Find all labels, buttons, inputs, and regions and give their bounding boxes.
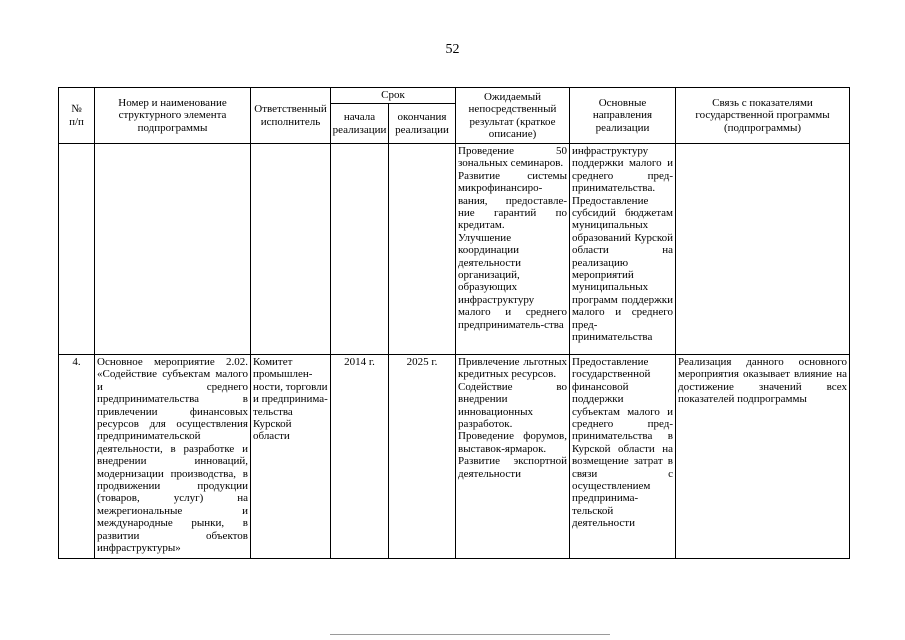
- header-end: окончания реализации: [389, 104, 456, 144]
- header-num: № п/п: [59, 88, 95, 144]
- cell-link: Реализация данного основного мероприятия оказывает влияние на достижение значений всех показателей подпрограммы: [676, 355, 850, 559]
- table-row: [59, 144, 850, 355]
- cell-directions: Предоставление государственной финансовой поддержки субъектам малого и среднего пред-принимательства в Курской области на возмещение затрат в связи с осуществлением предпринима-тельской деятельности: [570, 355, 676, 559]
- cell-end: 2025 г.: [389, 355, 456, 559]
- header-executor: Ответственный исполнитель: [251, 88, 331, 144]
- header-link: Связь с показателями государственной программы (подпрограммы): [676, 88, 850, 144]
- header-term: Срок: [331, 88, 456, 104]
- cell-name: [95, 144, 251, 355]
- table-row: [59, 355, 850, 559]
- cell-start: [331, 144, 389, 355]
- program-table: [58, 87, 850, 559]
- cell-executor: [251, 144, 331, 355]
- cell-num: 4.: [59, 355, 95, 559]
- cell-executor: Комитет промышлен-ности, торговли и предпринима-тельства Курской области: [251, 355, 331, 559]
- page-number: 52: [445, 42, 460, 57]
- cell-end: [389, 144, 456, 355]
- header-name: Номер и наименование структурного элемента подпрограммы: [95, 88, 251, 144]
- header-start: начала реализации: [331, 104, 389, 144]
- cell-result: Привлечение льготных кредитных ресурсов. Содействие во внедрении инновационных разработок. Проведение форумов, выставок-ярмарок. Развитие экспортной деятельности: [456, 355, 570, 559]
- scan-edge-line: [330, 634, 610, 635]
- cell-name: Основное мероприятие 2.02. «Содействие субъектам малого и среднего предпринимательства в привлечении финансовых ресурсов для осуществления предпринимательской деятельности, в разработке и внедрении инноваций, модернизации производства, в продвижении продукции (товаров, услуг) на межрегиональные и международные рынки, в развитии объектов инфраструктуры»: [95, 355, 251, 559]
- cell-result: Проведение 50 зональных семинаров. Развитие системы микрофинансиро-вания, предоставле-ние гарантий по кредитам. Улучшение координации деятельности организаций, образующих инфраструктуру малого и среднего предприниматель-ства: [456, 144, 570, 355]
- cell-start: 2014 г.: [331, 355, 389, 559]
- cell-link: [676, 144, 850, 355]
- header-directions: Основные направления реализации: [570, 88, 676, 144]
- cell-num: [59, 144, 95, 355]
- header-result: Ожидаемый непосредственный результат (краткое описание): [456, 88, 570, 144]
- cell-directions: инфраструктуру поддержки малого и среднего пред-принимательства. Предоставление субсидий бюджетам муниципальных образований Курской области на реализацию мероприятий муниципальных программ поддержки малого и среднего пред-принимательства: [570, 144, 676, 355]
